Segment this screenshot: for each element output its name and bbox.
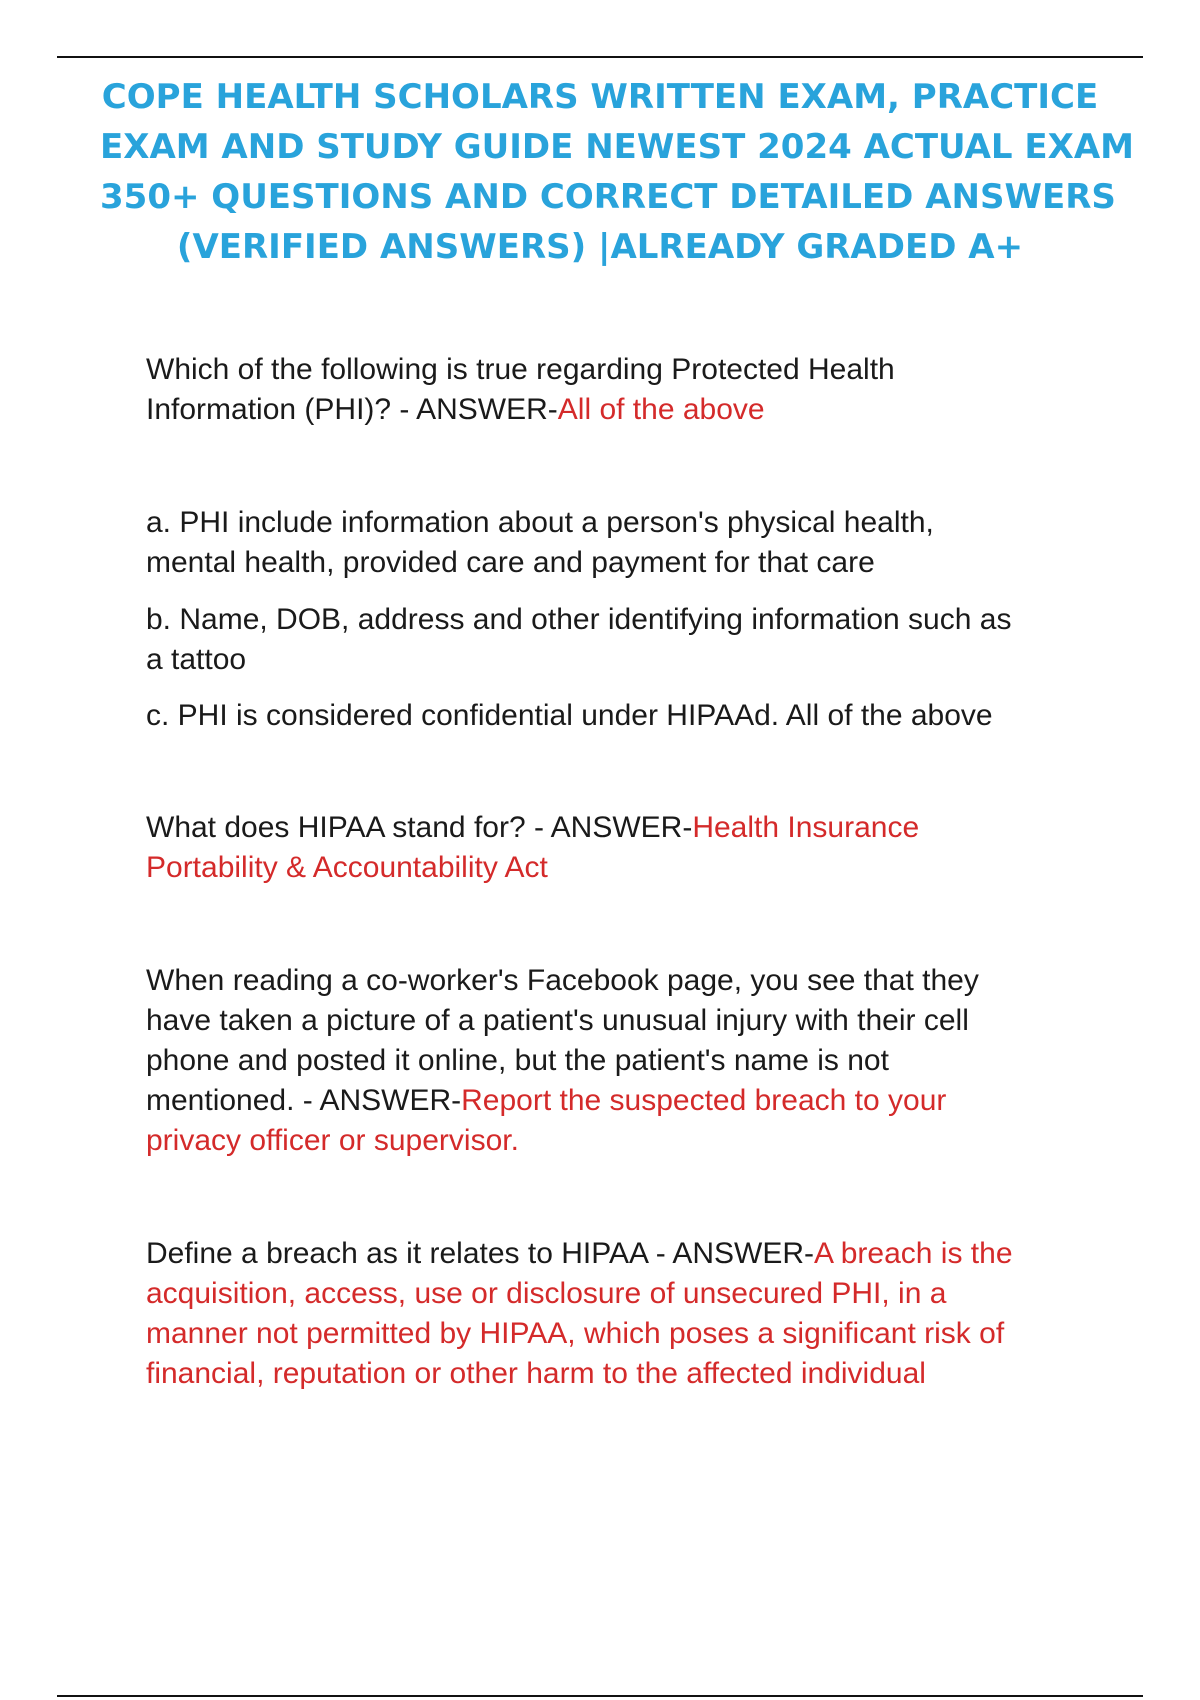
question-line	[146, 808, 1096, 848]
option-line: mental health, provided care and payment for that care	[146, 546, 875, 579]
question-line: have taken a picture of a patient's unusual injury with their cell	[146, 1004, 969, 1037]
title-line: EXAM AND STUDY GUIDE NEWEST 2024 ACTUAL EXAM	[100, 127, 1135, 167]
option-a	[146, 503, 1096, 583]
question-line	[146, 1081, 1096, 1121]
answer-text: Report the suspected breach to your	[461, 1084, 947, 1117]
document-title	[100, 72, 1135, 272]
question-hipaa-meaning	[146, 808, 1096, 888]
title-line: 350+ QUESTIONS AND CORRECT DETAILED ANSWERS	[100, 177, 1116, 217]
option-line: c. PHI is considered confidential under HIPAAd. All of the above	[146, 699, 993, 732]
question-breach	[146, 1234, 1096, 1394]
question-line: Which of the following is true regarding Protected Health	[146, 353, 895, 386]
question-line: phone and posted it online, but the patient's name is not	[146, 1044, 889, 1077]
question-line	[146, 1234, 1096, 1274]
option-line: a. PHI include information about a person's physical health,	[146, 506, 934, 539]
bottom-rule	[57, 1695, 1143, 1697]
question-text: mentioned. - ANSWER-	[146, 1084, 462, 1117]
question-phi	[146, 350, 1096, 430]
question-text: What does HIPAA stand for? - ANSWER-	[146, 811, 693, 844]
question-facebook	[146, 961, 1096, 1161]
question-text: Information (PHI)? - ANSWER-	[146, 393, 558, 426]
question-text: Define a breach as it relates to HIPAA - ANSWER-	[146, 1237, 815, 1270]
option-c	[146, 696, 1096, 736]
option-line: b. Name, DOB, address and other identifying information such as	[146, 603, 1012, 636]
answer-line: privacy officer or supervisor.	[146, 1124, 519, 1157]
question-line	[146, 390, 1096, 430]
title-line: COPE HEALTH SCHOLARS WRITTEN EXAM, PRACTICE	[101, 77, 1099, 117]
answer-text: Health Insurance	[692, 811, 920, 844]
answer-line: financial, reputation or other harm to the affected individual	[146, 1357, 926, 1390]
top-rule	[57, 56, 1143, 58]
title-line: (VERIFIED ANSWERS) |ALREADY GRADED A+	[176, 227, 1024, 267]
option-line: a tattoo	[146, 643, 247, 676]
answer-line: manner not permitted by HIPAA, which poses a significant risk of	[146, 1317, 1005, 1350]
option-b	[146, 600, 1096, 680]
question-line: When reading a co-worker's Facebook page, you see that they	[146, 964, 979, 997]
answer-text: A breach is the	[814, 1237, 1013, 1270]
answer-line: Portability & Accountability Act	[146, 851, 548, 884]
answer-line: acquisition, access, use or disclosure of unsecured PHI, in a	[146, 1277, 947, 1310]
answer-text: All of the above	[557, 393, 765, 426]
